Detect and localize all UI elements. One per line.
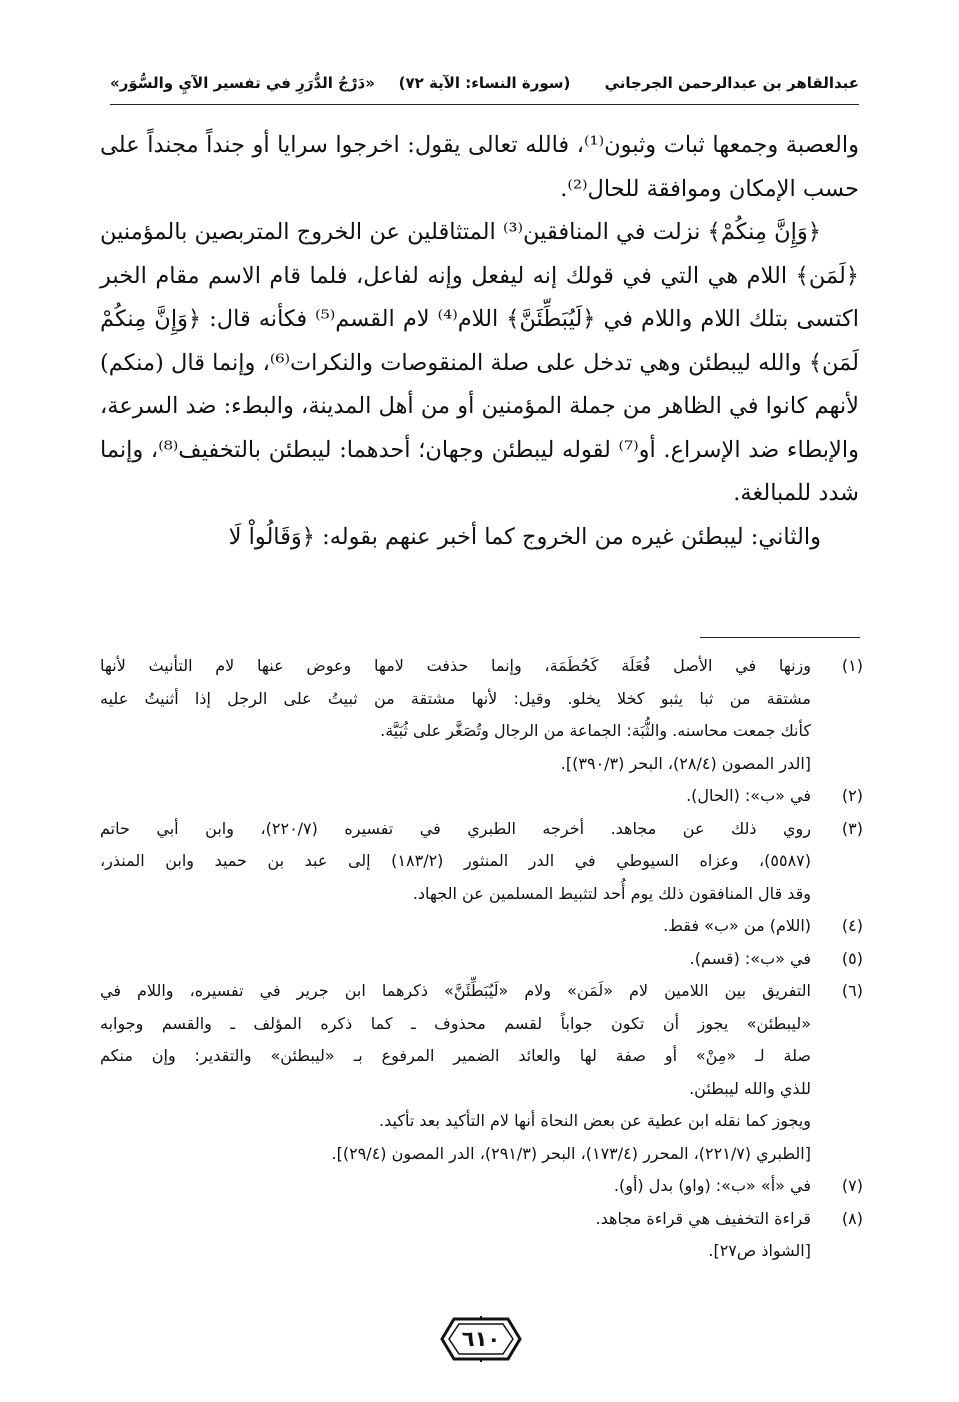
- header-book-title: «دَرْجُ الدُّرَرِ في تفسير الآيِ والسُّوَر»: [110, 74, 375, 92]
- footnote-line: [الشواذ ص٢٧].: [708, 1241, 811, 1260]
- header-author: عبدالقاهر بن عبدالرحمن الجرجاني: [604, 74, 859, 92]
- footnote: [100, 813, 863, 911]
- footnote-line: [الطبري (٢٢١/٧)، المحرر (١٧٣/٤)، البحر (٢٩١/٣)، الدر المصون (٢٩/٤)].: [331, 1143, 811, 1163]
- footnote-line: في «أ» «ب»: (واو) بدل (أو).: [613, 1176, 811, 1195]
- footnote: [100, 943, 863, 976]
- footnote-number: (٥): [841, 948, 863, 968]
- footnote-line: قراءة التخفيف هي قراءة مجاهد.: [595, 1208, 811, 1228]
- footnote: [100, 1203, 863, 1268]
- page-number-ornament: [440, 1316, 522, 1362]
- paragraph-3: والثاني: ليبطئن غيره من الخروج كما أخبر عنهم بقوله: ﴿وَقَالُواْ لَا: [228, 523, 821, 550]
- footnote: [100, 650, 863, 780]
- footnote-line: للذي والله ليبطئن.: [689, 1078, 811, 1098]
- footnote-line: وزنها في الأصل فُعَلَة كَحُطَمَة، وإنما حذفت لامها وعوض عنها لام التأنيث لأنها: [100, 656, 811, 675]
- footnote-divider: [700, 637, 860, 638]
- footnote-number: (١): [841, 656, 863, 675]
- footnote-number: (٦): [841, 981, 863, 1000]
- running-header: [110, 70, 859, 100]
- footnote-line: «ليبطئن» يجوز أن تكون جواباً لقسم محذوف ـ كما ذكره المؤلف ـ والقسم وجوابه: [100, 1013, 811, 1033]
- main-text: [100, 124, 859, 559]
- footnote-number: (٣): [841, 818, 863, 838]
- footnote-line: روي ذلك عن مجاهد. أخرجه الطبري في تفسيره (٢٢٠/٧)، وابن أبي حاتم: [100, 818, 811, 838]
- footnote-line: [الدر المصون (٢٨/٤)، البحر (٣٩٠/٣)].: [560, 753, 811, 773]
- footnotes: [100, 650, 863, 1268]
- footnote: [100, 1170, 863, 1203]
- footnote: [100, 780, 863, 813]
- header-surah-reference: (سورة النساء: الآية ٧٢): [398, 74, 571, 92]
- footnote-line: مشتقة من ثبا يثبو كخلا يخلو. وقيل: لأنها مشتقة من ثبيتُ على الرجل إذا أثنيتُ عليه: [100, 688, 811, 708]
- footnote-line: كأنك جمعت محاسنه. والثُّبَة: الجماعة من الرجال وتُصَغَّر على ثُبَيَّة.: [380, 721, 811, 740]
- footnote-line: في «ب»: (الحال).: [686, 786, 811, 805]
- footnote-line: في «ب»: (قسم).: [689, 948, 811, 968]
- footnote-line: ويجوز كما نقله ابن عطية عن بعض النحاة أنها لام التأكيد بعد تأكيد.: [379, 1111, 811, 1130]
- paragraph-1: والعصبة وجمعها ثبات وثبون⁽¹⁾، فالله تعالى يقول: اخرجوا سرايا أو جنداً مجنداً على حسب الإمكان وموافقة للحال⁽²⁾.: [100, 132, 859, 202]
- footnote-number: (٧): [841, 1176, 863, 1195]
- page-number: ٦١٠: [461, 1327, 501, 1351]
- footnote-line: (اللام) من «ب» فقط.: [663, 916, 811, 935]
- footnote-number: (٨): [841, 1208, 863, 1228]
- footnote-line: التفريق بين اللامين لام «لَمَن» ولام «لَيُبَطِّئَنَّ» ذكرهما ابن جرير في تفسيره، واللام في: [100, 981, 811, 1000]
- header-divider: [110, 104, 859, 105]
- footnote-number: (٤): [841, 916, 863, 935]
- footnote-line: صلة لـ «مِنْ» أو صفة لها والعائد الضمير المرفوع بـ «ليبطئن» والتقدير: وإن منكم: [100, 1046, 811, 1065]
- paragraph-2: ﴿وَإِنَّ مِنكُمْ﴾ نزلت في المنافقين⁽³⁾ المتثاقلين عن الخروج المتربصين بالمؤمنين ﴿لَمَن﴾ اللام هي التي في قولك إنه ليفعل وإنه لفاعل، فلما قام الاسم مقام الخبر اكتسى بتلك اللام واللام في ﴿لَيُبَطِّئَنَّ﴾ اللام⁽⁴⁾ لام القسم⁽⁵⁾ فكأنه قال: ﴿وَإِنَّ مِنكُمْ لَمَن﴾ والله ليبطئن وهي تدخل على صلة المنقوصات والنكرات⁽⁶⁾، وإنما قال (منكم) لأنهم كانوا في الظاهر من جملة المؤمنين أو من أهل المدينة، والبطء: ضد السرعة، والإبطاء ضد الإسراع. أو⁽⁷⁾ لقوله ليبطئن وجهان؛ أحدهما: ليبطئن بالتخفيف⁽⁸⁾، وإنما شدد للمبالغة.: [100, 219, 860, 506]
- footnote-line: وقد قال المنافقون ذلك يوم أُحد لتثبيط المسلمين عن الجهاد.: [412, 883, 811, 903]
- footnote: [100, 975, 863, 1170]
- footnote: [100, 910, 863, 943]
- footnote-number: (٢): [841, 786, 863, 805]
- footnote-line: (٥٥٨٧)، وعزاه السيوطي في الدر المنثور (١٨٣/٢) إلى عبد بن حميد وابن المنذر،: [100, 851, 812, 870]
